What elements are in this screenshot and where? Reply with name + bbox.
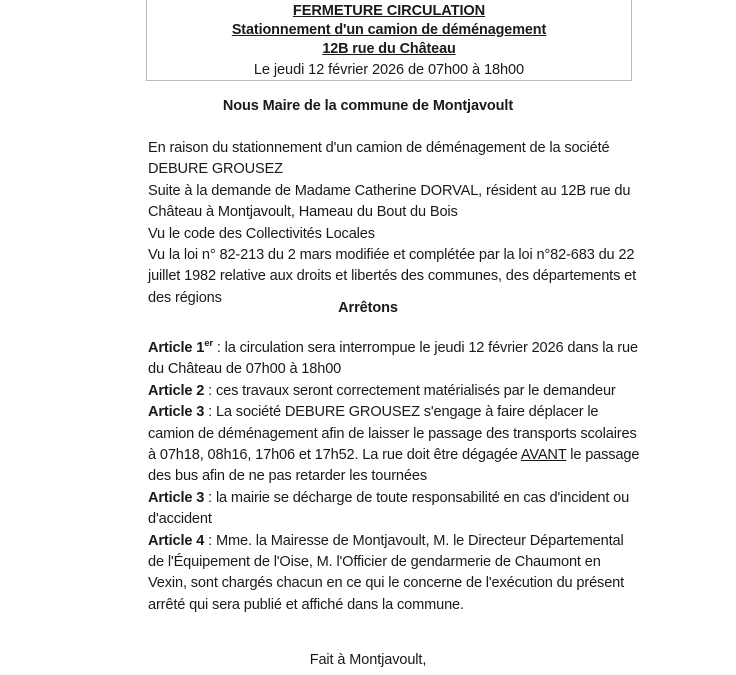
notice-address bbox=[153, 40, 625, 59]
article-text: Mme. la Mairesse de Montjavoult, M. le Directeur Départemental de l'Équipement de l'Oise, M. l'Officier de gendarmerie de Chaumont en Vexin, sont chargés chacun en ce qui le concerne de l'exécution du présent arrêté qui sera publié et affiché dans la commune. bbox=[148, 532, 625, 613]
article-paragraph bbox=[148, 488, 640, 531]
article-paragraph bbox=[148, 381, 640, 402]
article-label: Article 3 bbox=[148, 404, 205, 421]
signature-place: Fait à Montjavoult, bbox=[309, 652, 427, 668]
article-label: Article 4 bbox=[148, 532, 205, 549]
considerant-paragraph: Vu la loi n° 82-213 du 2 mars modifiée et complétée par la loi n°82-683 du 22 juillet 1982 relative aux droits et libertés des communes, des départements et des régions bbox=[148, 247, 636, 306]
article-text: la mairie se décharge de toute responsabilité en cas d'incident ou d'accident bbox=[148, 489, 630, 528]
article-label: Article 1 bbox=[148, 340, 205, 356]
article-label: Article 3 bbox=[148, 489, 205, 506]
notice-title-text: FERMETURE CIRCULATION bbox=[292, 3, 486, 19]
article-text-before-emphasis: La société DEBURE GROUSEZ s'engage à faire déplacer le camion de déménagement afin de laisser le passage des transports scolaires à 07h18, 08h16, 17h06 et 17h52. La rue doit être dégagée bbox=[148, 404, 637, 464]
article-separator: : bbox=[204, 382, 216, 399]
articles-block bbox=[148, 338, 640, 616]
article-paragraph bbox=[148, 338, 640, 381]
header-notice-box bbox=[146, 0, 632, 81]
article-label: Article 2 bbox=[148, 382, 205, 399]
article-separator: : bbox=[212, 340, 225, 356]
authority-heading: Nous Maire de la commune de Montjavoult bbox=[222, 98, 514, 114]
considerant-paragraph: En raison du stationnement d'un camion de déménagement de la société DEBURE GROUSEZ bbox=[148, 140, 610, 178]
article-separator: : bbox=[204, 404, 216, 421]
notice-date-range: Le jeudi 12 février 2026 de 07h00 à 18h00 bbox=[253, 62, 525, 78]
considerants-block bbox=[148, 138, 640, 309]
article-text-after-emphasis: le passage des bus afin de ne pas retarder les tournées bbox=[148, 447, 640, 485]
article-separator: : bbox=[204, 489, 216, 506]
notice-subject-text: Stationnement d'un camion de déménagement bbox=[231, 22, 547, 38]
decision-heading: Arrêtons bbox=[338, 300, 398, 316]
article-text: ces travaux seront correctement matérialisés par le demandeur bbox=[215, 382, 616, 399]
article-paragraph bbox=[148, 531, 640, 617]
considerant-paragraph: Suite à la demande de Madame Catherine DORVAL, résident au 12B rue du Château à Montjavoult, Hameau du Bout du Bois bbox=[148, 182, 631, 221]
article-emphasis-avant: AVANT bbox=[520, 447, 567, 464]
notice-title bbox=[153, 2, 625, 21]
article-label-superscript: er bbox=[204, 338, 213, 350]
notice-subject bbox=[153, 21, 625, 40]
notice-address-text: 12B rue du Château bbox=[322, 41, 456, 57]
article-separator: : bbox=[204, 532, 216, 549]
article-text: la circulation sera interrompue le jeudi 12 février 2026 dans la rue du Château de 07h00 à 18h00 bbox=[148, 340, 638, 378]
considerant-paragraph: Vu le code des Collectivités Locales bbox=[148, 225, 375, 242]
article-paragraph bbox=[148, 402, 640, 488]
